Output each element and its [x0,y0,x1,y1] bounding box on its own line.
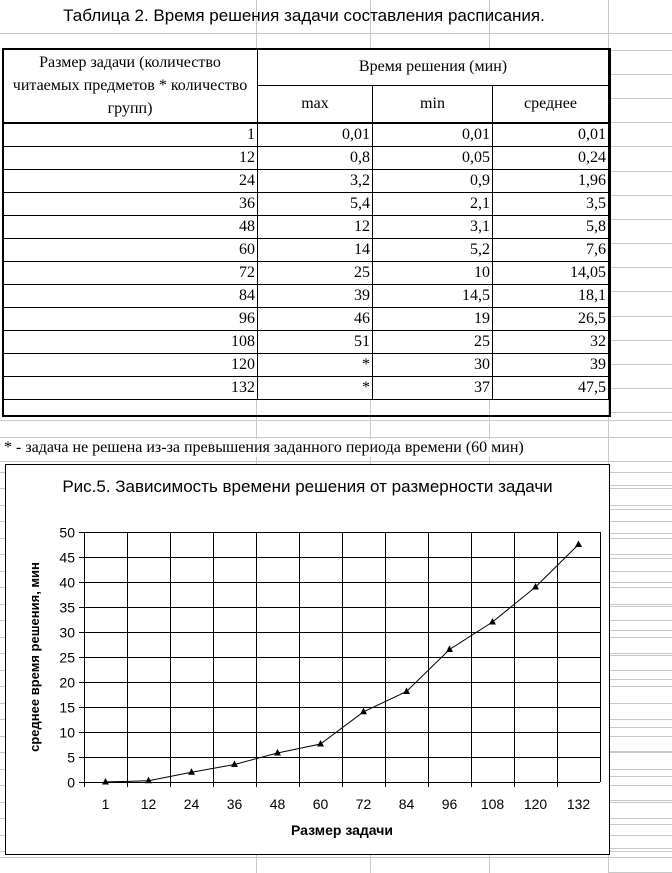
y-tick-label: 45 [59,549,75,566]
cell-size: 96 [3,308,258,331]
table-row [3,354,609,377]
cell-avg: 0,24 [493,147,609,170]
cell-min: 37 [373,377,493,400]
table-row [3,331,609,354]
y-tick-label: 50 [59,524,75,541]
y-tick-label: 15 [59,699,75,716]
table-row [3,170,609,193]
y-tick-label: 40 [59,574,75,591]
cell-size: 72 [3,262,258,285]
cell-max: 51 [258,331,373,354]
table-row [3,377,609,400]
cell-size: 1 [3,123,258,147]
cell-max: 3,2 [258,170,373,193]
cell-avg: 39 [493,354,609,377]
table-row [3,123,609,147]
table-row [3,285,609,308]
cell-max: 14 [258,239,373,262]
cell-max: 0,8 [258,147,373,170]
y-tick-label: 30 [59,624,75,641]
x-tick-label: 108 [480,796,505,812]
cell-min: 0,05 [373,147,493,170]
x-tick-label: 84 [398,796,415,812]
cell-max: * [258,354,373,377]
header-min: min [373,86,493,124]
cell-min: 10 [373,262,493,285]
table-row [3,262,609,285]
cell-max: 39 [258,285,373,308]
data-point-marker [317,740,324,747]
x-tick-label: 48 [269,796,286,812]
x-tick-label: 36 [226,796,243,812]
table-row [3,147,609,170]
cell-size: 60 [3,239,258,262]
y-tick-label: 0 [67,774,75,791]
y-tick-label: 5 [67,749,75,766]
header-time-group: Время решения (мин) [258,49,609,86]
cell-size: 24 [3,170,258,193]
header-size: Размер задачи (количество читаемых предметов * количество групп) [3,49,258,124]
cell-min: 0,9 [373,170,493,193]
cell-max: 46 [258,308,373,331]
table-row [3,308,609,331]
y-tick-label: 10 [59,724,75,741]
table-title: Таблица 2. Время решения задачи составления расписания. [63,6,545,25]
x-tick-label: 24 [183,796,200,812]
cell-avg: 1,96 [493,170,609,193]
x-axis-label: Размер задачи [291,822,393,838]
cell-avg: 18,1 [493,285,609,308]
cell-avg: 47,5 [493,377,609,400]
data-point-marker [575,541,582,548]
cell-size: 84 [3,285,258,308]
line-chart [6,465,609,854]
cell-max: 25 [258,262,373,285]
cell-avg: 26,5 [493,308,609,331]
table-footnote: * - задача не решена из-за превышения заданного периода времени (60 мин) [4,439,524,456]
x-tick-label: 60 [312,796,329,812]
data-point-marker [102,778,109,785]
header-max: max [258,86,373,124]
table-row [3,193,609,216]
cell-max: 12 [258,216,373,239]
y-axis-label: среднее время решения, мин [27,562,42,752]
y-tick-label: 20 [59,674,75,691]
cell-min: 2,1 [373,193,493,216]
cell-min: 5,2 [373,239,493,262]
cell-avg: 0,01 [493,123,609,147]
cell-size: 48 [3,216,258,239]
cell-min: 14,5 [373,285,493,308]
x-tick-label: 96 [441,796,458,812]
data-point-marker [489,618,496,625]
y-tick-label: 35 [59,599,75,616]
cell-avg: 14,05 [493,262,609,285]
cell-avg: 32 [493,331,609,354]
cell-max: * [258,377,373,400]
table-row [3,239,609,262]
cell-avg: 5,8 [493,216,609,239]
header-avg: среднее [493,86,609,124]
cell-min: 19 [373,308,493,331]
y-tick-label: 25 [59,649,75,666]
x-tick-label: 120 [523,796,548,812]
x-tick-label: 72 [355,796,372,812]
cell-avg: 7,6 [493,239,609,262]
cell-size: 108 [3,331,258,354]
cell-size: 36 [3,193,258,216]
cell-min: 25 [373,331,493,354]
chart-container [5,464,610,855]
cell-size: 120 [3,354,258,377]
cell-size: 12 [3,147,258,170]
cell-min: 0,01 [373,123,493,147]
cell-avg: 3,5 [493,193,609,216]
cell-max: 5,4 [258,193,373,216]
data-table [2,48,609,400]
cell-min: 30 [373,354,493,377]
x-tick-label: 1 [101,796,110,812]
cell-min: 3,1 [373,216,493,239]
x-tick-label: 132 [566,796,591,812]
data-point-marker [446,646,453,653]
table-row [3,216,609,239]
chart-title: Рис.5. Зависимость времени решения от размерности задачи [62,477,553,496]
x-tick-label: 12 [140,796,157,812]
cell-size: 132 [3,377,258,400]
cell-max: 0,01 [258,123,373,147]
